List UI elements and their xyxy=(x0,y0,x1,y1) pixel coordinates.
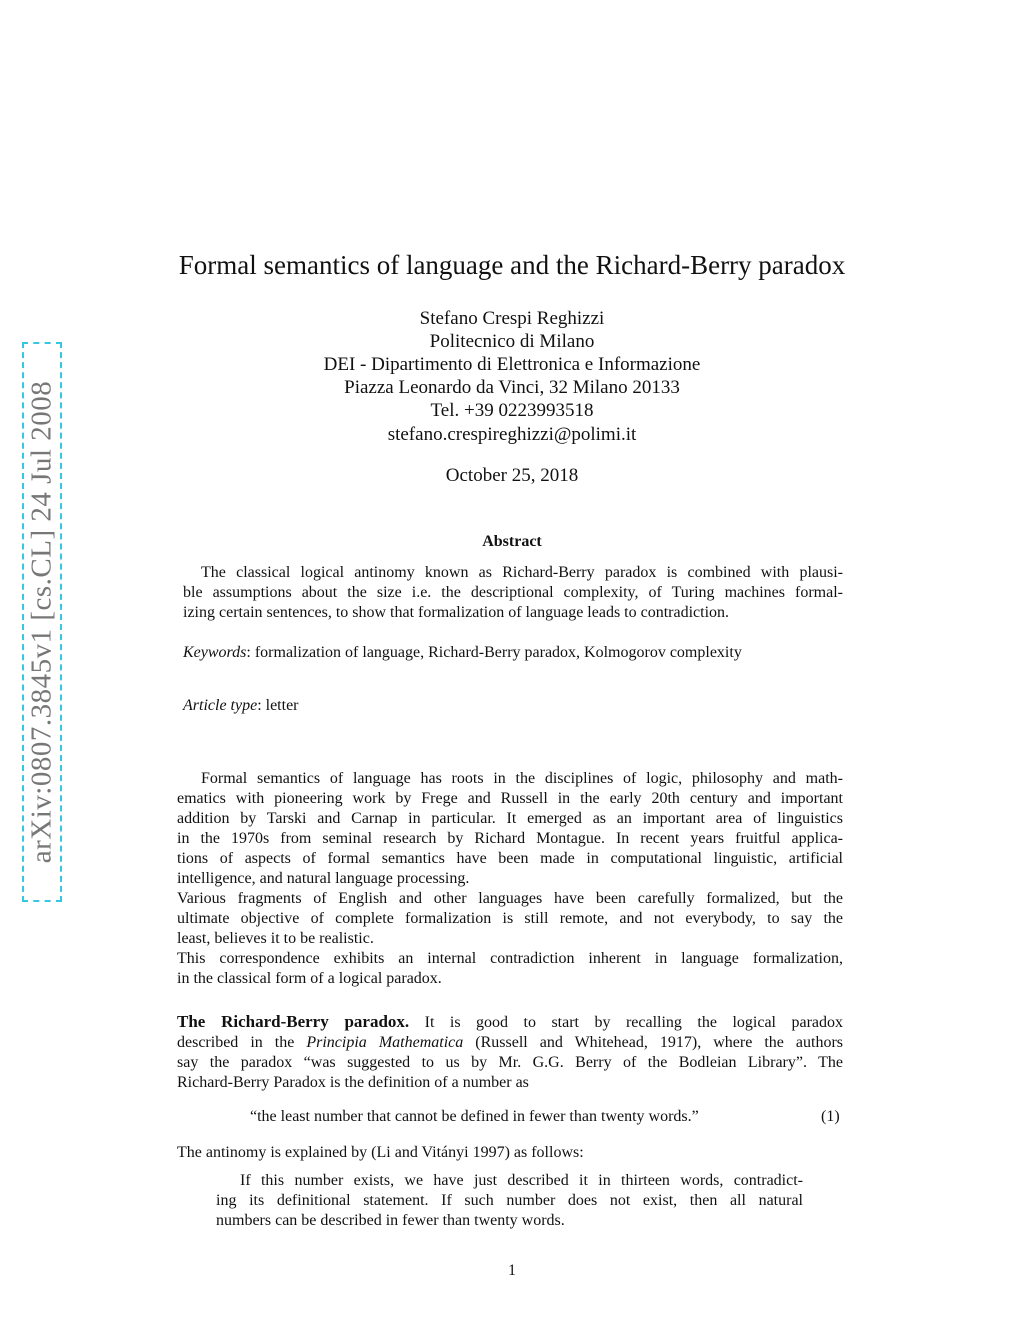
abstract-line: The classical logical antinomy known as Richard-Berry paradox is combined with plausi- xyxy=(201,564,843,581)
intro-line: in the classical form of a logical paradox. xyxy=(177,970,442,987)
author-phone: Tel. +39 0223993518 xyxy=(430,400,594,421)
intro-line: addition by Tarski and Carnap in particular. It emerged as an important area of linguistics xyxy=(177,810,843,827)
abstract-line: ble assumptions about the size i.e. the descriptional complexity, of Turing machines formal- xyxy=(183,584,843,601)
equation-number: (1) xyxy=(821,1108,840,1125)
intro-line: Various fragments of English and other languages have been carefully formalized, but the xyxy=(177,890,843,907)
quote-line: numbers can be described in fewer than twenty words. xyxy=(216,1212,565,1229)
abstract-body xyxy=(183,563,843,623)
quote-block xyxy=(216,1171,803,1231)
intro-line: ultimate objective of complete formalization is still remote, and not everybody, to say the xyxy=(177,910,843,927)
intro-line: tions of aspects of formal semantics have been made in computational linguistic, artificial xyxy=(177,850,843,867)
page-number: 1 xyxy=(508,1262,516,1279)
author-department: DEI - Dipartimento di Elettronica e Informazione xyxy=(323,354,701,375)
author-name: Stefano Crespi Reghizzi xyxy=(419,308,605,329)
author-address: Piazza Leonardo da Vinci, 32 Milano 20133 xyxy=(344,377,680,398)
quote-line: ing its definitional statement. If such number does not exist, then all natural xyxy=(216,1192,803,1209)
author-affiliation: Politecnico di Milano xyxy=(429,331,595,352)
author-email: stefano.crespireghizzi@polimi.it xyxy=(387,424,637,445)
section-line-2a: described in the xyxy=(177,1034,307,1051)
paper-title: Formal semantics of language and the Richard-Berry paradox xyxy=(178,250,846,280)
abstract-line: izing certain sentences, to show that formalization of language leads to contradiction. xyxy=(183,604,730,621)
equation-text: “the least number that cannot be defined in fewer than twenty words.” xyxy=(250,1108,699,1125)
explained-by-text: The antinomy is explained by (Li and Vitányi 1997) as follows: xyxy=(177,1144,584,1161)
section-line xyxy=(177,1012,843,1033)
section-heading: The Richard-Berry paradox. xyxy=(177,1012,410,1031)
intro-line: in the 1970s from seminal research by Richard Montague. In recent years fruitful applica- xyxy=(177,830,843,847)
keywords-text: : formalization of language, Richard-Berry paradox, Kolmogorov complexity xyxy=(246,644,742,661)
keywords-label: Keywords xyxy=(183,644,247,661)
section-body xyxy=(177,1012,843,1093)
arxiv-identifier: arXiv:0807.3845v1 [cs.CL] 24 Jul 2008 xyxy=(25,380,58,864)
intro-line: intelligence, and natural language processing. xyxy=(177,870,470,887)
article-type-line xyxy=(183,696,843,716)
keywords-line xyxy=(183,643,843,663)
section-line: say the paradox “was suggested to us by Mr. G.G. Berry of the Bodleian Library”. The xyxy=(177,1054,843,1071)
intro-line: least, believes it to be realistic. xyxy=(177,930,374,947)
section-line-2b: (Russell and Whitehead, 1917), where the authors xyxy=(463,1034,844,1051)
principia-title: Principia Mathematica xyxy=(306,1034,464,1051)
section-line-1-rest: It is good to start by recalling the logical paradox xyxy=(424,1014,843,1031)
section-line: Richard-Berry Paradox is the definition of a number as xyxy=(177,1074,529,1091)
intro-line: This correspondence exhibits an internal contradiction inherent in language formalization, xyxy=(177,950,843,967)
intro-line: ematics with pioneering work by Frege and Russell in the early 20th century and important xyxy=(177,790,843,807)
section-line xyxy=(177,1033,843,1053)
article-type-text: : letter xyxy=(257,697,299,714)
quote-line: If this number exists, we have just described it in thirteen words, contradict- xyxy=(240,1172,803,1189)
article-type-label: Article type xyxy=(183,697,258,714)
paper-date: October 25, 2018 xyxy=(445,465,579,486)
intro-line: Formal semantics of language has roots in the disciplines of logic, philosophy and math- xyxy=(201,770,843,787)
intro-body xyxy=(177,769,843,989)
abstract-heading: Abstract xyxy=(482,533,542,550)
explained-by-line xyxy=(177,1143,843,1163)
